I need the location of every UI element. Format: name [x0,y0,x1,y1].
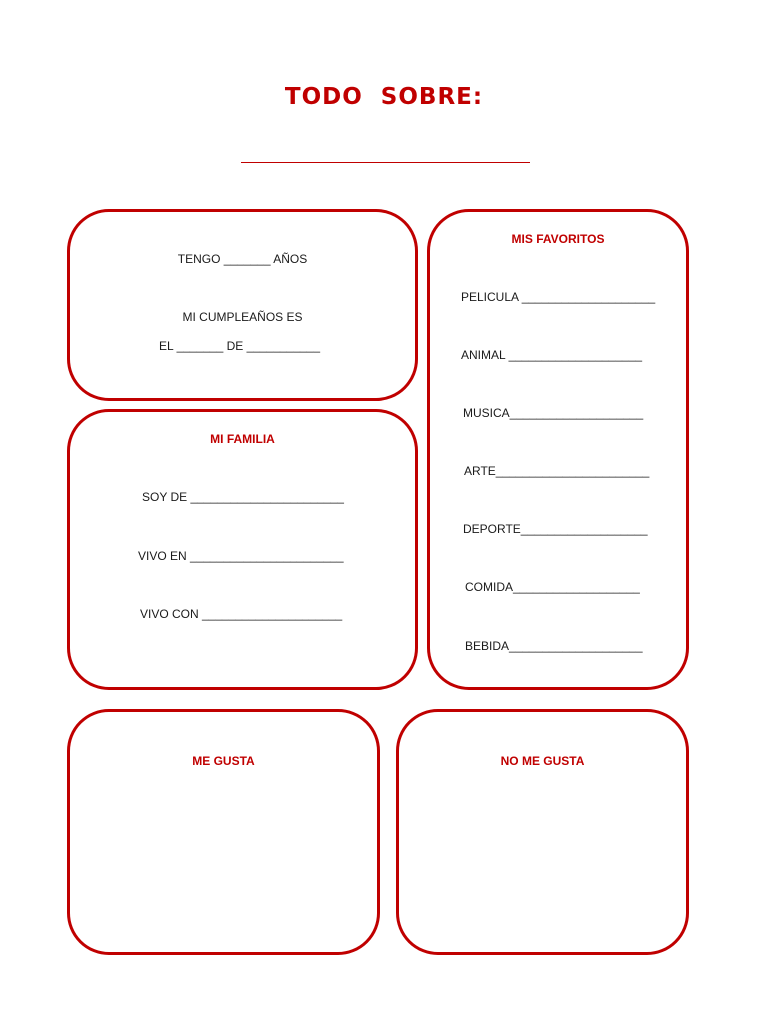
favorite-musica: MUSICA____________________ [463,406,644,420]
vivo-con-line: VIVO CON _____________________ [140,607,343,621]
likes-box [67,709,380,955]
name-underline [241,162,530,163]
birthday-line: EL _______ DE ___________ [159,339,321,353]
favorites-heading: MIS FAVORITOS [511,232,605,246]
family-heading: MI FAMILIA [210,432,275,446]
likes-heading: ME GUSTA [192,754,255,768]
favorite-animal: ANIMAL ____________________ [461,348,643,362]
birthday-label: MI CUMPLEAÑOS ES [182,310,303,324]
dislikes-box [396,709,689,955]
favorite-comida: COMIDA___________________ [465,580,640,594]
page-title: TODO SOBRE: [284,84,484,110]
favorite-arte: ARTE_______________________ [464,464,650,478]
favorite-bebida: BEBIDA____________________ [465,639,643,653]
vivo-en-line: VIVO EN _______________________ [138,549,344,563]
age-line: TENGO _______ AÑOS [177,252,308,266]
age-birthday-box [67,209,418,401]
favorite-pelicula: PELICULA ____________________ [461,290,656,304]
soy-de-line: SOY DE _______________________ [142,490,344,504]
favorite-deporte: DEPORTE___________________ [463,522,648,536]
favorites-box [427,209,689,690]
dislikes-heading: NO ME GUSTA [500,754,585,768]
family-box [67,409,418,690]
